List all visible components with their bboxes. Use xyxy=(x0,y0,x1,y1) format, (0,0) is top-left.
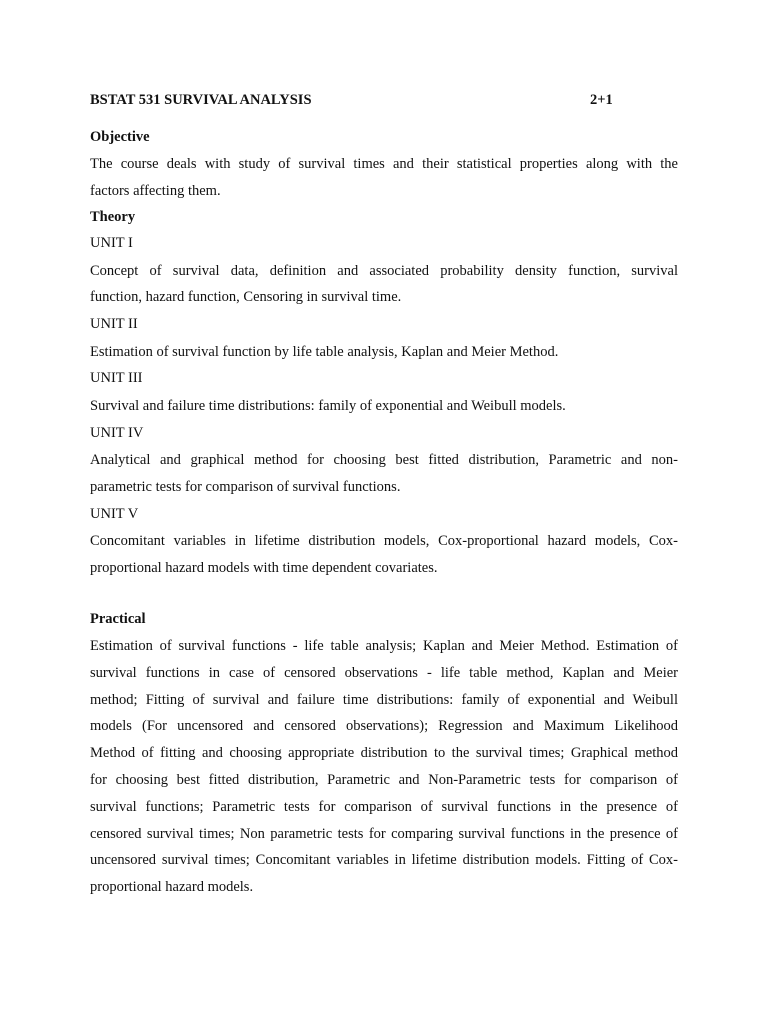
section-heading-practical: Practical xyxy=(90,611,146,627)
course-title: BSTAT 531 SURVIVAL ANALYSIS xyxy=(90,92,312,108)
unit-text-line: Concept of survival data, definition and associated probability density function, survival xyxy=(90,262,678,279)
practical-text-line: proportional hazard models. xyxy=(90,879,254,896)
practical-text-line: models (For uncensored and censored observations); Regression and Maximum Likelihood xyxy=(90,718,678,735)
objective-text-line: factors affecting them. xyxy=(90,182,221,199)
unit-text-line: Concomitant variables in lifetime distribution models, Cox-proportional hazard models, Cox- xyxy=(90,533,678,550)
practical-text-line: uncensored survival times; Concomitant variables in lifetime distribution models. Fitting of Cox- xyxy=(90,852,678,869)
unit-title: UNIT I xyxy=(90,235,133,251)
unit-title: UNIT IV xyxy=(90,424,144,441)
practical-text-line: Method of fitting and choosing appropriate distribution to the survival times; Graphical method xyxy=(90,745,678,762)
course-credits: 2+1 xyxy=(590,92,613,108)
practical-text-line: survival functions; Parametric tests for comparison of survival functions in the presence of xyxy=(90,798,678,815)
section-heading-theory: Theory xyxy=(90,209,136,225)
unit-text-line: function, hazard function, Censoring in survival time. xyxy=(90,289,402,306)
practical-text-line: survival functions in case of censored observations - life table method, Kaplan and Meier xyxy=(90,664,678,681)
practical-text-line: censored survival times; Non parametric tests for comparing survival functions in the presence of xyxy=(90,825,678,842)
practical-text-line: method; Fitting of survival and failure time distributions: family of exponential and Weibull xyxy=(90,691,678,708)
practical-text-line: for choosing best fitted distribution, Parametric and Non-Parametric tests for comparison of xyxy=(90,772,678,788)
objective-text-line: The course deals with study of survival times and their statistical properties along with the xyxy=(90,156,678,172)
unit-text-line: Estimation of survival function by life table analysis, Kaplan and Meier Method. xyxy=(90,343,559,360)
unit-text-line: Survival and failure time distributions: family of exponential and Weibull models. xyxy=(90,397,566,414)
practical-text-line: Estimation of survival functions - life table analysis; Kaplan and Meier Method. Estimation of xyxy=(90,638,678,654)
section-heading-objective: Objective xyxy=(90,129,150,145)
unit-title: UNIT V xyxy=(90,505,139,522)
unit-text-line: parametric tests for comparison of survival functions. xyxy=(90,479,401,495)
unit-title: UNIT III xyxy=(90,370,143,387)
unit-title: UNIT II xyxy=(90,316,138,333)
unit-text-line: proportional hazard models with time dependent covariates. xyxy=(90,560,438,577)
unit-text-line: Analytical and graphical method for choosing best fitted distribution, Parametric and non- xyxy=(90,452,678,469)
